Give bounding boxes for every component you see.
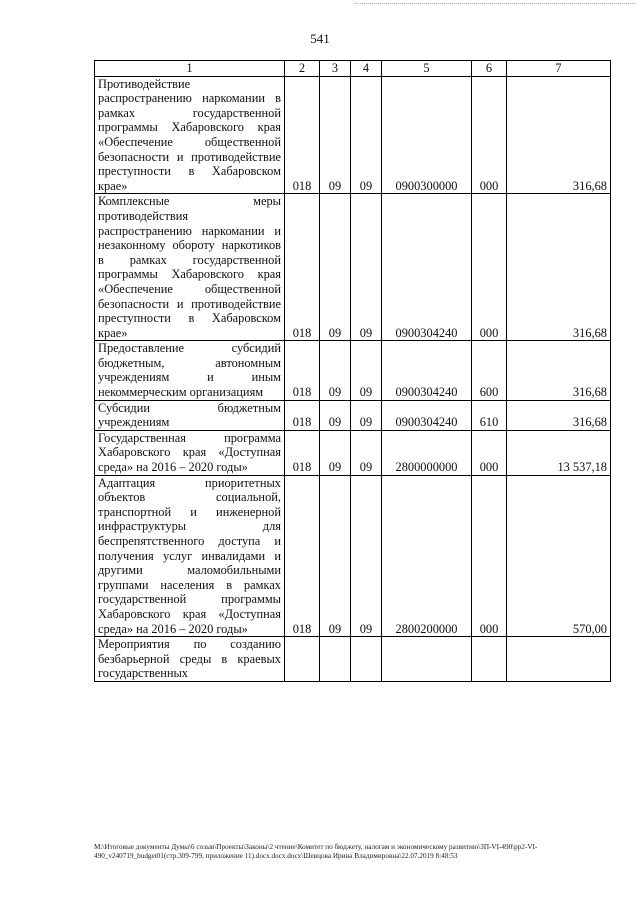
cell-expense-type: 600 <box>472 341 507 400</box>
cell-target-article: 0900300000 <box>382 76 472 194</box>
cell-amount: 316,68 <box>507 400 611 430</box>
cell-section: 09 <box>320 475 351 637</box>
table-row <box>95 76 611 194</box>
col-header-5: 5 <box>382 61 472 77</box>
cell-expense-type: 000 <box>472 475 507 637</box>
cell-target-article: 0900304240 <box>382 194 472 341</box>
cell-ministry-code: 018 <box>285 194 320 341</box>
row-description: Противодействие распространению наркомании в рамках государственной программы Хабаровского края «Обеспечение общественной безопасности и противодействие преступности в Хабаровском крае» <box>95 76 285 194</box>
cell-ministry-code: 018 <box>285 400 320 430</box>
cell-section: 09 <box>320 76 351 194</box>
col-header-3: 3 <box>320 61 351 77</box>
cell-section: 09 <box>320 341 351 400</box>
cell-expense-type: 610 <box>472 400 507 430</box>
document-footer-path: M:\Итоговые документы Думы\6 созыв\Проекты\Законы\2 чтение\Комитет по бюджету, налогам и экономическому развитию\ЗП-VI-490\рр2-VI-490_v240719_budget01(стр.309-799, приложение 11).docx.docx.docx\Шевцова Ирина Владимировна\22.07.2019 8:48:53 <box>94 843 538 860</box>
table-row <box>95 400 611 430</box>
col-header-7: 7 <box>507 61 611 77</box>
cell-subsection: 09 <box>351 430 382 475</box>
cell-expense-type: 000 <box>472 430 507 475</box>
col-header-2: 2 <box>285 61 320 77</box>
cell-section: 09 <box>320 430 351 475</box>
cell-subsection: 09 <box>351 475 382 637</box>
cell-subsection <box>351 637 382 682</box>
cell-subsection: 09 <box>351 341 382 400</box>
col-header-6: 6 <box>472 61 507 77</box>
cell-target-article: 0900304240 <box>382 341 472 400</box>
page-number: 541 <box>310 31 330 46</box>
cell-expense-type <box>472 637 507 682</box>
cell-target-article <box>382 637 472 682</box>
cell-amount: 316,68 <box>507 194 611 341</box>
col-header-1: 1 <box>95 61 285 77</box>
cell-section: 09 <box>320 400 351 430</box>
cell-amount: 13 537,18 <box>507 430 611 475</box>
cell-target-article: 2800200000 <box>382 475 472 637</box>
cell-subsection: 09 <box>351 76 382 194</box>
cell-ministry-code: 018 <box>285 76 320 194</box>
table-row <box>95 475 611 637</box>
cell-target-article: 0900304240 <box>382 400 472 430</box>
row-description: Мероприятия по созданию безбарьерной среды в краевых государственных <box>95 637 285 682</box>
cell-ministry-code: 018 <box>285 430 320 475</box>
cell-ministry-code: 018 <box>285 341 320 400</box>
cell-section: 09 <box>320 194 351 341</box>
cell-target-article: 2800000000 <box>382 430 472 475</box>
row-description: Комплексные меры противодействия распространению наркомании и незаконному обороту наркотиков в рамках государственной программы Хабаровского края «Обеспечение общественной безопасности и противодействие преступности в Хабаровском крае» <box>95 194 285 341</box>
table-row <box>95 341 611 400</box>
row-description: Предоставление субсидий бюджетным, автономным учреждениям и иным некоммерческим организациям <box>95 341 285 400</box>
row-description: Субсидии бюджетным учреждениям <box>95 400 285 430</box>
row-description: Государственная программа Хабаровского края «Доступная среда» на 2016 – 2020 годы» <box>95 430 285 475</box>
cell-subsection: 09 <box>351 194 382 341</box>
row-description: Адаптация приоритетных объектов социальной, транспортной и инженерной инфраструктуры для беспрепятственного доступа и получения услуг инвалидами и другими маломобильными группами населения в рамках государственной программы Хабаровского края «Доступная среда» на 2016 – 2020 годы» <box>95 475 285 637</box>
cell-section <box>320 637 351 682</box>
cell-subsection: 09 <box>351 400 382 430</box>
cell-expense-type: 000 <box>472 194 507 341</box>
table-row <box>95 194 611 341</box>
scan-artifact-line <box>355 3 635 8</box>
cell-ministry-code <box>285 637 320 682</box>
cell-amount: 316,68 <box>507 341 611 400</box>
table-row <box>95 430 611 475</box>
table-row <box>95 637 611 682</box>
cell-amount <box>507 637 611 682</box>
cell-ministry-code: 018 <box>285 475 320 637</box>
table-header-row <box>95 61 611 77</box>
cell-amount: 316,68 <box>507 76 611 194</box>
budget-table <box>94 60 611 682</box>
col-header-4: 4 <box>351 61 382 77</box>
cell-amount: 570,00 <box>507 475 611 637</box>
cell-expense-type: 000 <box>472 76 507 194</box>
